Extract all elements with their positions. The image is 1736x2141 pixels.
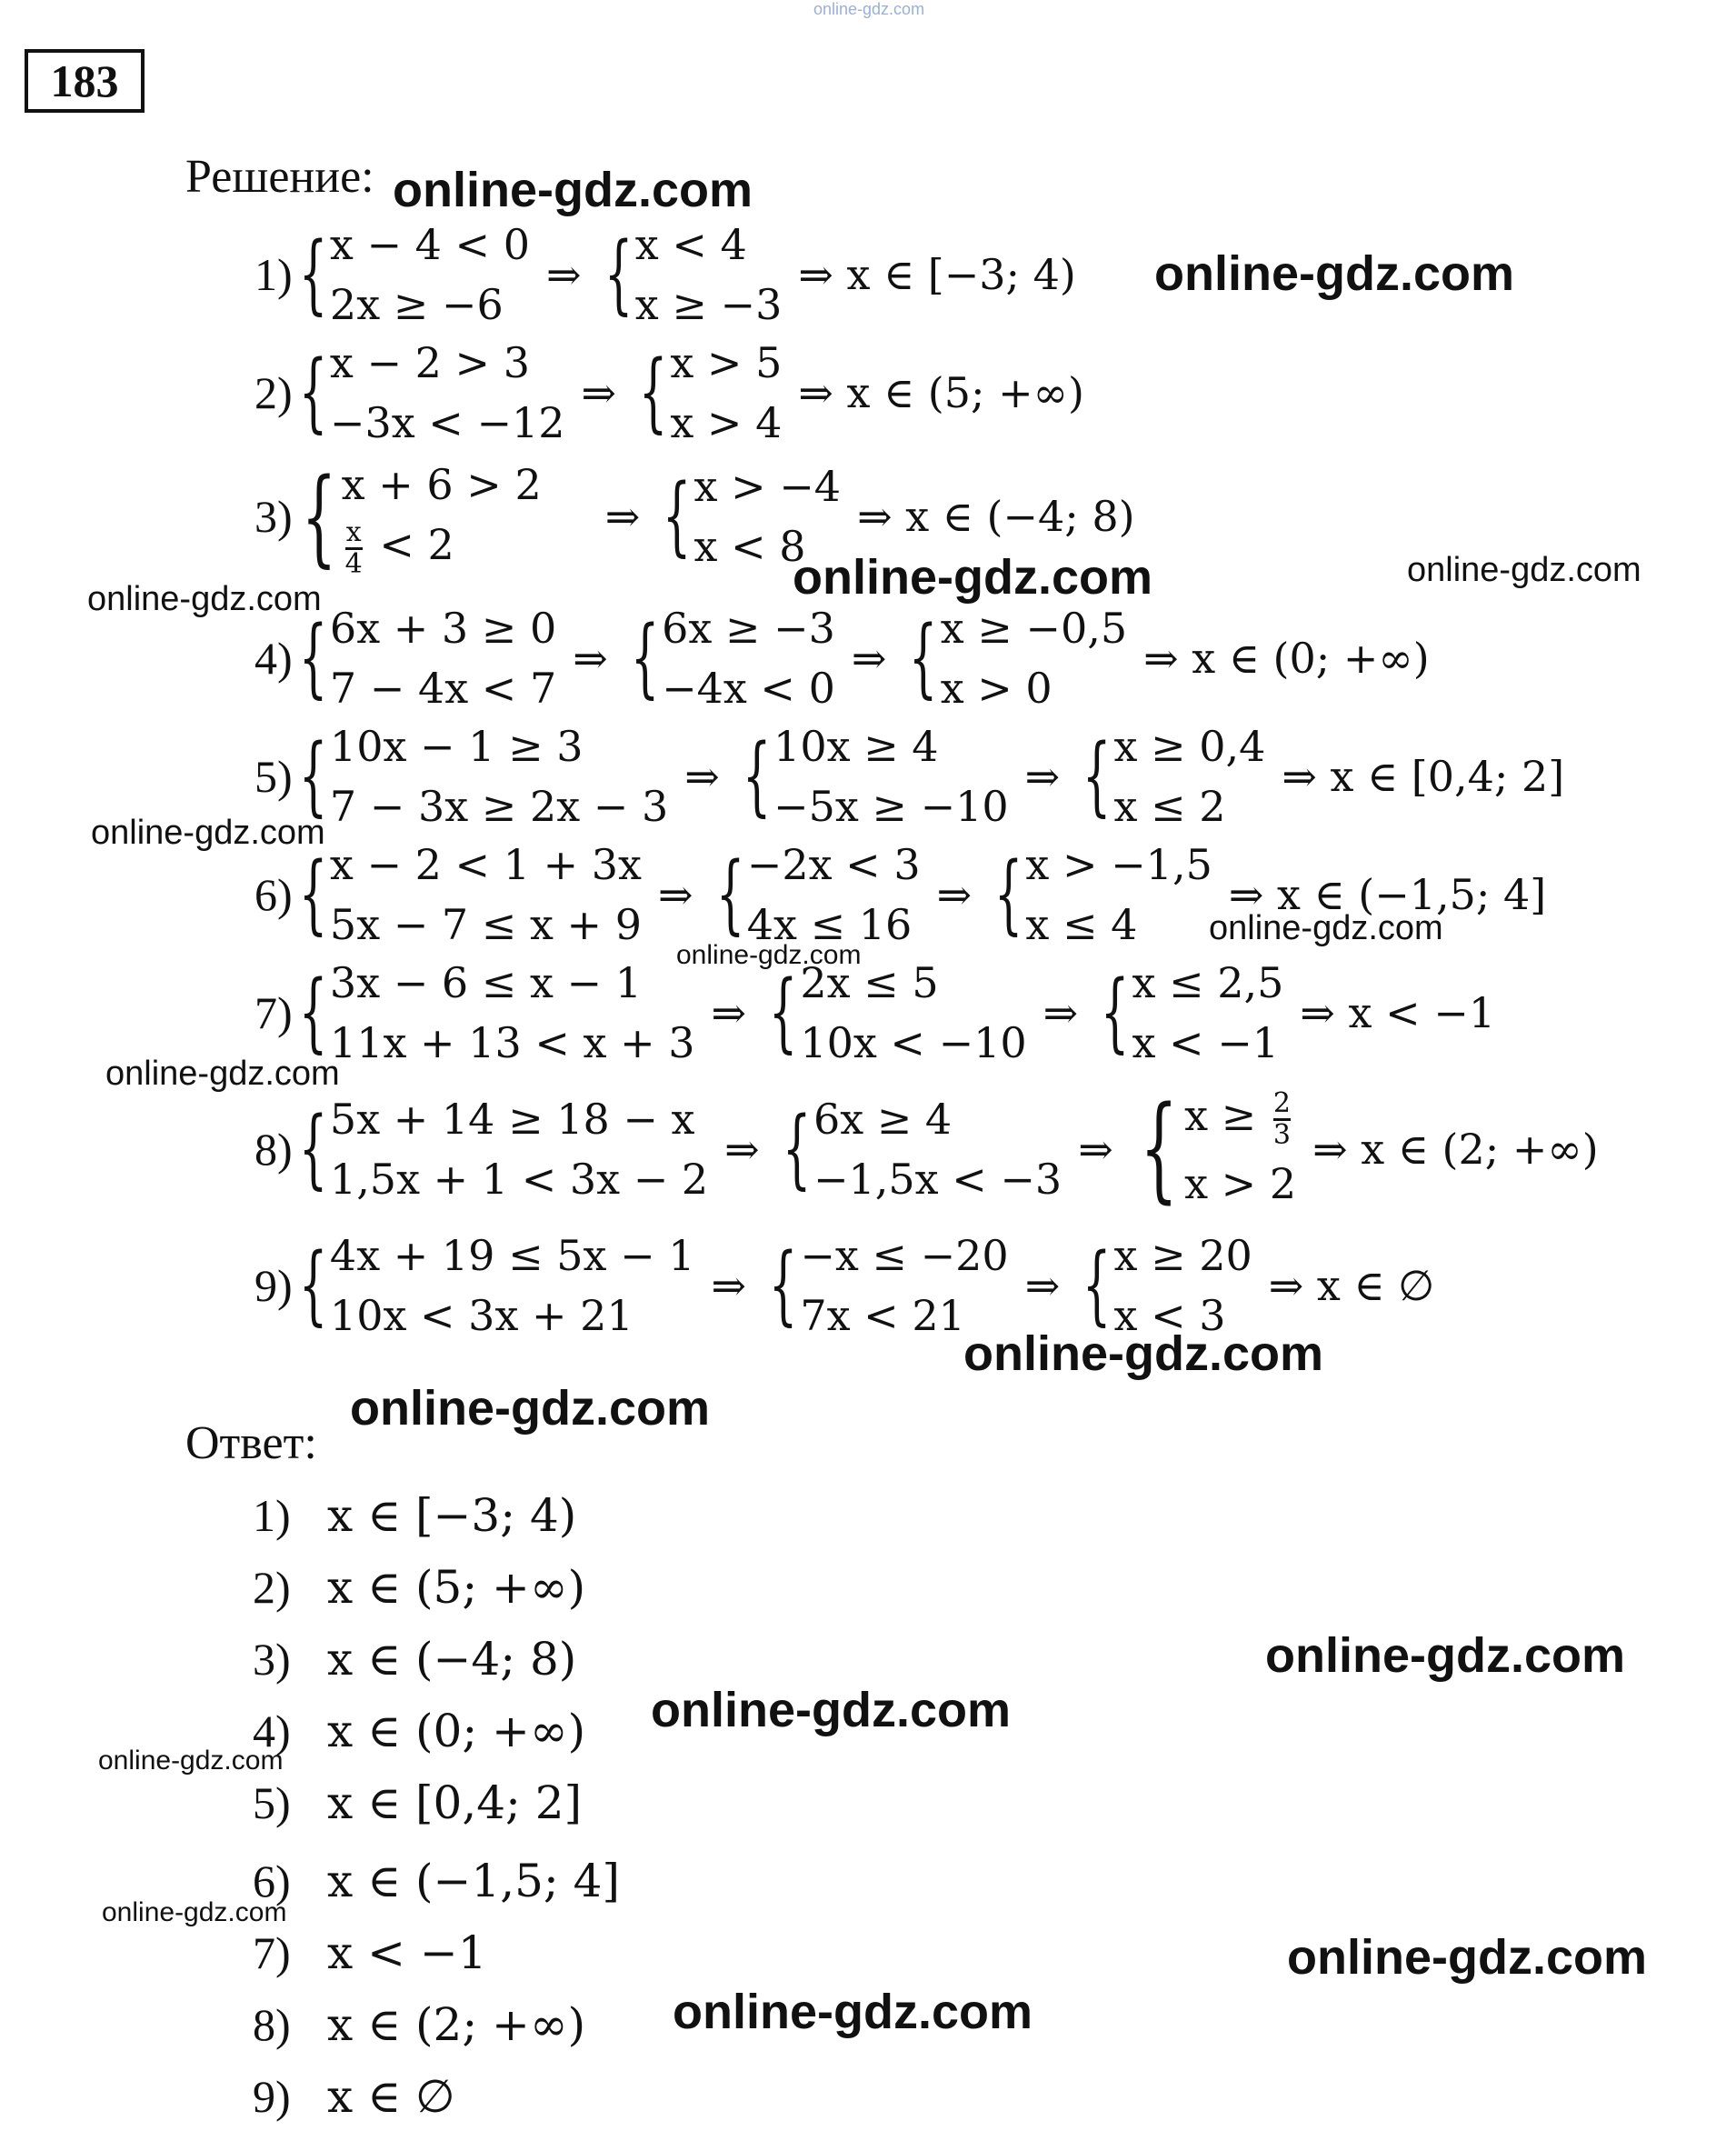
solution-item-2 [254,333,1084,453]
answer-index: 4) [253,1706,291,1756]
ineq: x < −1 [1132,1018,1280,1067]
ineq: 10x ≥ 4 [773,722,939,771]
system-2 [633,333,782,453]
system-3 [1130,1082,1296,1217]
answer-item-8 [253,1998,585,2051]
ineq: 2x ≤ 5 [800,958,939,1007]
ineq: 10x − 1 ≥ 3 [329,722,584,771]
brace: { [715,844,744,945]
ineq: 6x + 3 ≥ 0 [329,604,557,653]
brace: { [1083,1235,1112,1336]
brace: { [298,725,328,826]
item-result: ⇒ x ∈ ∅ [1268,1261,1435,1310]
answer-value: x ∈ [−3; 4) [327,1489,577,1542]
implies-arrow: ⇒ [573,634,608,683]
implies-arrow: ⇒ [1078,1125,1113,1175]
item-result: ⇒ x ∈ (2; +∞) [1312,1125,1599,1175]
implies-arrow: ⇒ [604,492,641,542]
item-result: ⇒ x < −1 [1300,988,1496,1037]
item-index: 6) [254,869,293,920]
ineq: x + 6 > 2 [341,460,542,509]
answer-index: 7) [253,1927,291,1978]
answer-index: 3) [253,1634,291,1685]
frac-num: 2 [1272,1086,1291,1119]
item-result: ⇒ x ∈ [0,4; 2] [1282,752,1565,801]
watermark: online-gdz.com [651,1683,1011,1737]
problem-number: 183 [25,49,145,113]
brace: { [630,607,660,708]
answer-index: 9) [253,2071,291,2122]
answer-value: x ∈ (−1,5; 4] [327,1855,620,1907]
answer-item-9 [253,2070,455,2123]
brace: { [909,607,938,708]
system-2 [776,1089,1063,1209]
watermark: online-gdz.com [102,1897,287,1927]
item-index: 3) [254,491,293,543]
watermark: online-gdz.com [1209,909,1443,947]
ineq: x ≤ 4 [1025,900,1138,949]
ineq: x ≥ −3 [634,280,783,329]
solution-item-8 [254,1082,1599,1217]
system-3 [1076,716,1265,836]
solution-item-1 [254,215,1076,335]
answer-value: x ∈ (0; +∞) [327,1705,586,1757]
ineq: 7 − 4x < 7 [329,664,557,713]
answer-item-6 [253,1855,620,1907]
frac-num: x [345,515,362,548]
ineq: x − 4 < 0 [329,220,530,269]
ineq: x > 4 [670,398,783,447]
answer-item-2 [253,1561,585,1614]
ineq: 5x + 14 ≥ 18 − x [329,1095,695,1145]
watermark: online-gdz.com [91,814,325,852]
solution-item-5 [254,716,1564,836]
ineq: x ≥ [1184,1091,1257,1140]
answer-index: 8) [253,1999,291,2050]
brace: { [663,465,692,566]
item-result: ⇒ x ∈ (0; +∞) [1143,634,1430,683]
answer-item-5 [253,1776,582,1829]
answer-index: 2) [253,1562,291,1613]
solution-item-4 [254,598,1430,718]
watermark: online-gdz.com [793,550,1152,605]
ineq: 10x < −10 [800,1018,1027,1067]
implies-arrow: ⇒ [724,1125,760,1175]
ineq: 4x ≤ 16 [746,900,913,949]
answer-value: x ∈ (5; +∞) [327,1561,586,1614]
brace: { [768,962,798,1063]
item-index: 7) [254,987,293,1038]
ineq: 1,5x + 1 < 3x − 2 [329,1155,709,1205]
fraction [1272,1086,1291,1151]
answer-heading: Ответ: [185,1417,317,1469]
watermark: online-gdz.com [98,1746,284,1776]
answer-index: 5) [253,1777,291,1828]
brace: { [298,962,328,1063]
watermark: online-gdz.com [676,940,862,970]
fraction [344,515,363,580]
answer-item-4 [253,1705,585,1757]
ineq: −2x < 3 [746,840,921,889]
system-2 [598,215,783,335]
ineq: x < 4 [634,220,747,269]
brace: { [742,725,772,826]
brace: { [1083,725,1112,826]
item-index: 2) [254,367,293,418]
implies-arrow: ⇒ [684,752,720,801]
brace: { [1101,962,1130,1063]
system-1 [293,598,557,718]
ineq: x > 2 [1184,1158,1297,1208]
item-result: ⇒ x ∈ [−3; 4) [798,250,1076,299]
implies-arrow: ⇒ [1043,988,1079,1037]
ineq: 3x − 6 ≤ x − 1 [329,958,642,1007]
watermark: online-gdz.com [1407,551,1641,589]
watermark: online-gdz.com [1154,246,1514,301]
ineq: x ≥ 20 [1113,1231,1252,1280]
ineq: 6x ≥ 4 [813,1095,953,1145]
ineq: −1,5x < −3 [813,1155,1063,1205]
ineq: x > 5 [670,338,783,387]
item-index: 4) [254,633,293,684]
item-result: ⇒ x ∈ (−4; 8) [857,492,1135,542]
system-1 [293,215,530,335]
answer-item-7 [253,1926,487,1979]
implies-arrow: ⇒ [545,250,582,299]
item-result: ⇒ x ∈ (−1,5; 4] [1228,870,1547,919]
item-index: 9) [254,1260,293,1311]
implies-arrow: ⇒ [1024,1261,1061,1310]
watermark: online-gdz.com [673,1985,1033,2039]
system-3 [903,598,1127,718]
implies-arrow: ⇒ [711,988,747,1037]
implies-arrow: ⇒ [936,870,973,919]
system-3 [1094,953,1283,1073]
watermark: online-gdz.com [350,1381,710,1436]
frac-den: 3 [1272,1118,1291,1151]
system-2 [624,598,835,718]
answer-value: x < −1 [327,1926,487,1979]
ineq: x ≥ −0,5 [940,604,1128,653]
ineq: 7 − 3x ≥ 2x − 3 [329,782,669,831]
brace: { [298,342,328,443]
system-1 [293,716,669,836]
ineq: 11x + 13 < x + 3 [329,1018,695,1067]
brace: { [1139,1082,1178,1216]
ineq: x > 0 [940,664,1053,713]
brace: { [298,1235,328,1336]
watermark: online-gdz.com [963,1326,1323,1381]
answer-index: 1) [253,1490,291,1541]
answer-index: 6) [253,1856,291,1906]
system-2 [736,716,1009,836]
system-1 [293,835,642,955]
implies-arrow: ⇒ [581,368,617,417]
item-index: 1) [254,249,293,300]
frac-den: 4 [344,547,363,580]
watermark: online-gdz.com [87,580,322,618]
ineq: 10x < 3x + 21 [329,1291,634,1340]
brace: { [994,844,1023,945]
answer-value: x ∈ (2; +∞) [327,1998,586,2051]
item-index: 5) [254,751,293,802]
system-1 [293,953,695,1073]
implies-arrow: ⇒ [711,1261,747,1310]
ineq: 2x ≥ −6 [329,280,504,329]
ineq: x ≤ 2 [1113,782,1226,831]
ineq: −x ≤ −20 [800,1231,1009,1280]
ineq: 7x < 21 [800,1291,965,1340]
ineq: x > −1,5 [1025,840,1212,889]
answer-item-3 [253,1633,576,1686]
ineq: x ≥ 0,4 [1113,722,1266,771]
brace: { [768,1235,798,1336]
ineq: 4x + 19 ≤ 5x − 1 [329,1231,695,1280]
brace: { [604,224,633,325]
implies-arrow: ⇒ [851,634,887,683]
brace: { [638,342,668,443]
ineq: x ≤ 2,5 [1132,958,1284,1007]
ineq: −3x < −12 [329,398,565,447]
ineq: x > −4 [693,462,842,512]
solution-heading: Решение: [185,151,374,203]
brace: { [298,224,328,325]
answer-value: x ∈ [0,4; 2] [327,1776,583,1829]
system-3 [988,835,1212,955]
ineq: x − 2 < 1 + 3x [329,840,642,889]
watermark-top: online-gdz.com [813,0,925,18]
system-1 [293,455,542,579]
answer-value: x ∈ (−4; 8) [327,1633,577,1686]
ineq: 5x − 7 ≤ x + 9 [329,900,642,949]
brace: { [298,607,328,708]
solution-item-7 [254,953,1495,1073]
system-1 [293,1226,695,1346]
watermark: online-gdz.com [1265,1628,1625,1683]
brace: { [298,844,328,945]
implies-arrow: ⇒ [657,870,693,919]
implies-arrow: ⇒ [1024,752,1061,801]
brace: { [301,455,336,578]
system-2 [710,835,921,955]
ineq: x < 3 [1113,1291,1226,1340]
system-1 [293,1089,708,1209]
watermark: online-gdz.com [393,163,753,217]
brace: { [298,1098,328,1199]
watermark: online-gdz.com [1287,1930,1647,1985]
answer-item-1 [253,1489,576,1542]
item-index: 8) [254,1124,293,1176]
brace: { [782,1098,812,1199]
watermark: online-gdz.com [105,1055,340,1093]
item-result: ⇒ x ∈ (5; +∞) [798,368,1084,417]
ineq: −4x < 0 [662,664,835,713]
answer-value: x ∈ ∅ [327,2070,455,2123]
ineq: −5x ≥ −10 [773,782,1009,831]
ineq: x − 2 > 3 [329,338,530,387]
ineq: 6x ≥ −3 [662,604,835,653]
ineq: x < 8 [693,522,806,572]
system-1 [293,333,565,453]
ineq: < 2 [379,520,454,569]
